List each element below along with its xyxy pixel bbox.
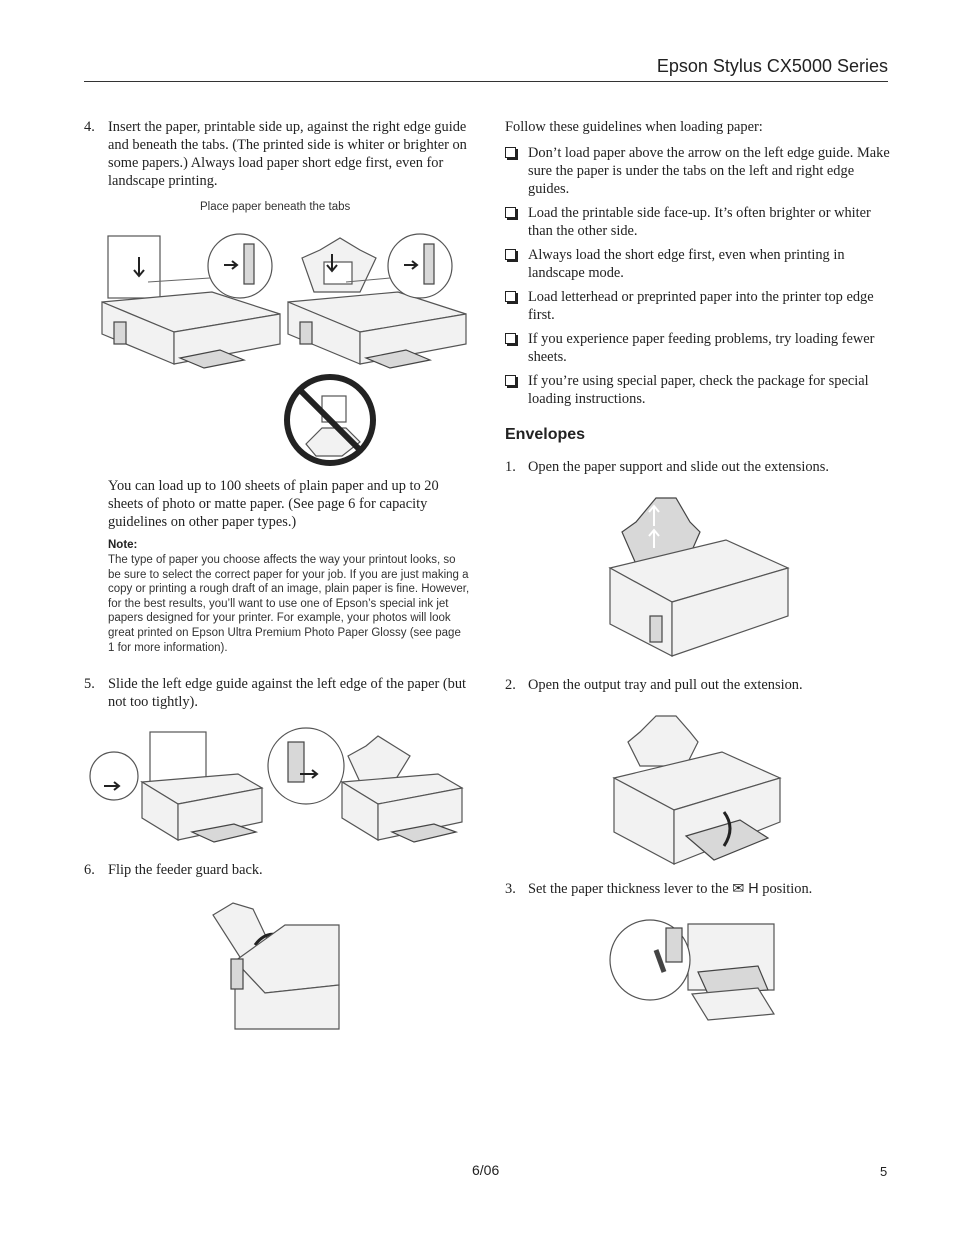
checkbox-bullet-icon [505,291,516,302]
step-5-text: Slide the left edge guide against the left edge of the paper (but not too tightly). [108,676,467,710]
step-6-text: Flip the feeder guard back. [108,862,263,878]
load-capacity-text: You can load up to 100 sheets of plain paper and up to 20 sheets of photo or matte paper. (See page 6 for capacity guidelines on other paper types.) [108,478,439,530]
checkbox-bullet-icon [505,333,516,344]
feeder-guard-illustration [205,895,345,1031]
step-6-number: 6. [84,862,95,878]
guideline-item: Don’t load paper above the arrow on the left edge guide. Make sure the paper is under the tabs on the left and right edge guides. [505,144,895,198]
paper-support-illustration [606,492,791,660]
guideline-item: Load the printable side face-up. It’s often brighter or whiter than the other side. [505,204,895,240]
note-text: The type of paper you choose affects the way your printout looks, so be sure to select the correct paper for your job. If you are just making a copy or printing a rough draft of an image, plain paper is fine. However, for the best results, you’ll want to use one of Epson’s special ink jet papers designed for your printer. For example, your photos will look great printed on Epson Ultra Premium Photo Paper Glossy (see page 1 for more information). [108,554,470,654]
guideline-item: If you experience paper feeding problems, try loading fewer sheets. [505,330,895,366]
checkbox-bullet-icon [505,147,516,158]
env-step-3-text: Set the paper thickness lever to the ✉ H position. [528,881,813,897]
env-step-2-text: Open the output tray and pull out the extension. [528,677,803,693]
guidelines-intro: Follow these guidelines when loading paper: [505,119,763,135]
envelopes-heading: Envelopes [505,426,586,443]
page-number: 5 [880,1164,888,1179]
env-step-1-number: 1. [505,459,516,475]
figure-caption: Place paper beneath the tabs [200,201,351,213]
page-header-title: Epson Stylus CX5000 Series [656,56,888,76]
guidelines-list [505,144,895,414]
checkbox-bullet-icon [505,375,516,386]
step-4-number: 4. [84,119,95,135]
output-tray-illustration [610,712,782,868]
header-rule [84,81,888,82]
note-label: Note: [108,539,138,551]
guideline-item: If you’re using special paper, check the package for special loading instructions. [505,372,895,408]
guideline-item: Always load the short edge first, even when printing in landscape mode. [505,246,895,282]
env-step-1-text: Open the paper support and slide out the extensions. [528,459,829,475]
checkbox-bullet-icon [505,249,516,260]
thickness-lever-illustration [608,914,776,1026]
envelope-h-symbol: ✉ H [732,881,759,897]
edge-guide-illustration [88,726,468,851]
step-4-text: Insert the paper, printable side up, against the right edge guide and beneath the tabs. (The printed side is whiter or brighter on some papers.) Always load paper short edge first, even for landscape printing. [108,119,467,189]
env-step-3-number: 3. [505,881,516,897]
checkbox-bullet-icon [505,207,516,218]
footer-date: 6/06 [472,1162,500,1178]
guideline-item: Load letterhead or preprinted paper into the printer top edge first. [505,288,895,324]
paper-loading-illustration [94,222,474,467]
env-step-2-number: 2. [505,677,516,693]
step-5-number: 5. [84,676,95,692]
